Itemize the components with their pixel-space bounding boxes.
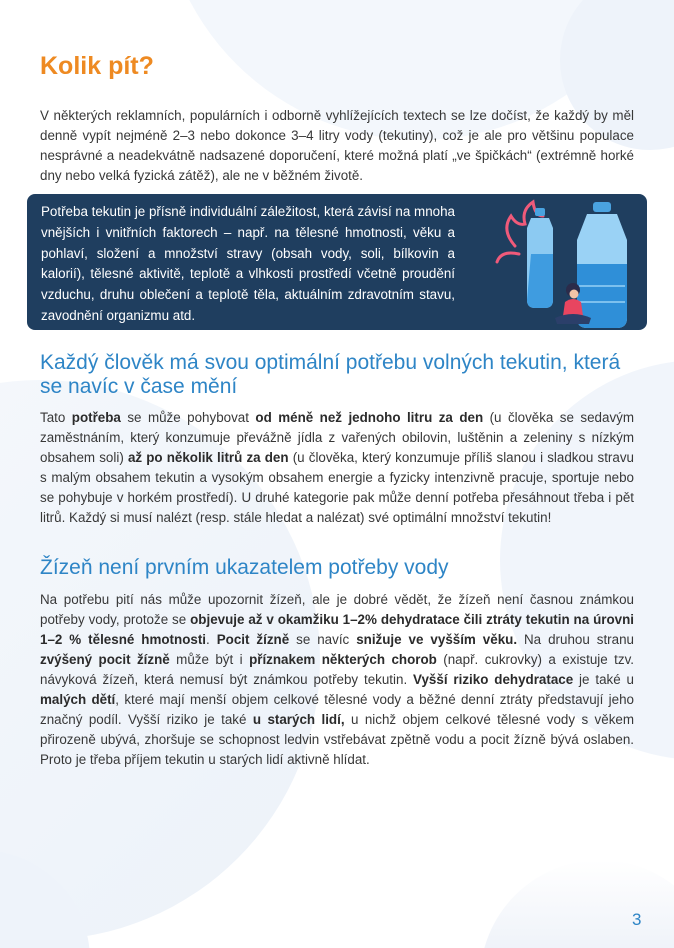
page-title: Kolik pít?	[40, 52, 154, 80]
page-number: 3	[632, 910, 642, 929]
info-box	[27, 194, 647, 330]
section2-heading: Žízeň není prvním ukazatelem potřeby vody	[40, 556, 449, 579]
intro-paragraph: V některých reklamních, populárních i odborně vyhlížejících textech se lze dočíst, že každý by měl denně vypít nejméně 2–3 nebo dokonce 3–4 litry vody (tekutiny), což je ale pro většinu populace nesprávné a neadekvátně nadsazené doporučení, které možná platí „ve špičkách“ (extrémně horké dny nebo velká fyzická zátěž), ale ne v běžném životě.	[40, 108, 634, 183]
section1-heading: Každý člověk má svou optimální potřebu volných tekutin, která se navíc v čase mění	[40, 351, 621, 398]
water-bottles-illustration-icon	[475, 194, 647, 330]
section1-paragraph: Tato potřeba se může pohybovat od méně než jednoho litru za den (u člověka se sedavým zaměstnáním, který konzumuje převážně jídla z vařených obilovin, luštěnin a zeleniny s nízkým obsahem soli) až po několik litrů za den (u člověka, který konzumuje příliš slanou i sladkou stravu s malým obsahem tekutin a vysokým obsahem energie a fyzicky intenzivně pracuje, sportuje nebo se pohybuje v horkém prostředí). U druhé kategorie pak může denní potřeba přesáhnout třeba i pět litrů. Každý si musí nalézt (resp. stále hledat a nalézat) své optimální množství tekutin!	[40, 410, 634, 525]
section2-paragraph: Na potřebu pití nás může upozornit žízeň, ale je dobré vědět, že žízeň není časnou známkou potřeby vody, protože se objevuje až v okamžiku 1–2% dehydratace čili ztráty tekutin na úrovni 1–2 % tělesné hmotnosti. Pocit žízně se navíc snižuje ve vyšším věku. Na druhou stranu zvýšený pocit žízně může být i příznakem některých chorob (např. cukrovky) a existuje tzv. návyková žízeň, která nemusí být známkou potřeby tekutin. Vyšší riziko dehydratace je také u malých dětí, které mají menší objem celkové tělesné vody a běžné denní ztráty představují jeho značný podíl. Vyšší riziko je také u starých lidí, u nichž objem celkové tělesné vody s věkem přirozeně ubývá, zhoršuje se schopnost ledvin vstřebávat zpětně vodu a pocit žízně bývá oslaben. Proto je třeba příjem tekutin u starých lidí aktivně hlídat.	[40, 592, 634, 767]
info-box-text: Potřeba tekutin je přísně individuální záležitost, která závisí na mnoha vnějších i vnitřních faktorech – např. na tělesné hmotnosti, věku a pohlaví, složení a množství stravy (obsah vody, soli, bílkovin a kalorií), tělesné aktivitě, teplotě a vlhkosti prostředí včetně proudění vzduchu, druhu oblečení a teplotě těla, aktuálním zdravotním stavu, zavodnění organizmu atd.	[41, 204, 455, 323]
